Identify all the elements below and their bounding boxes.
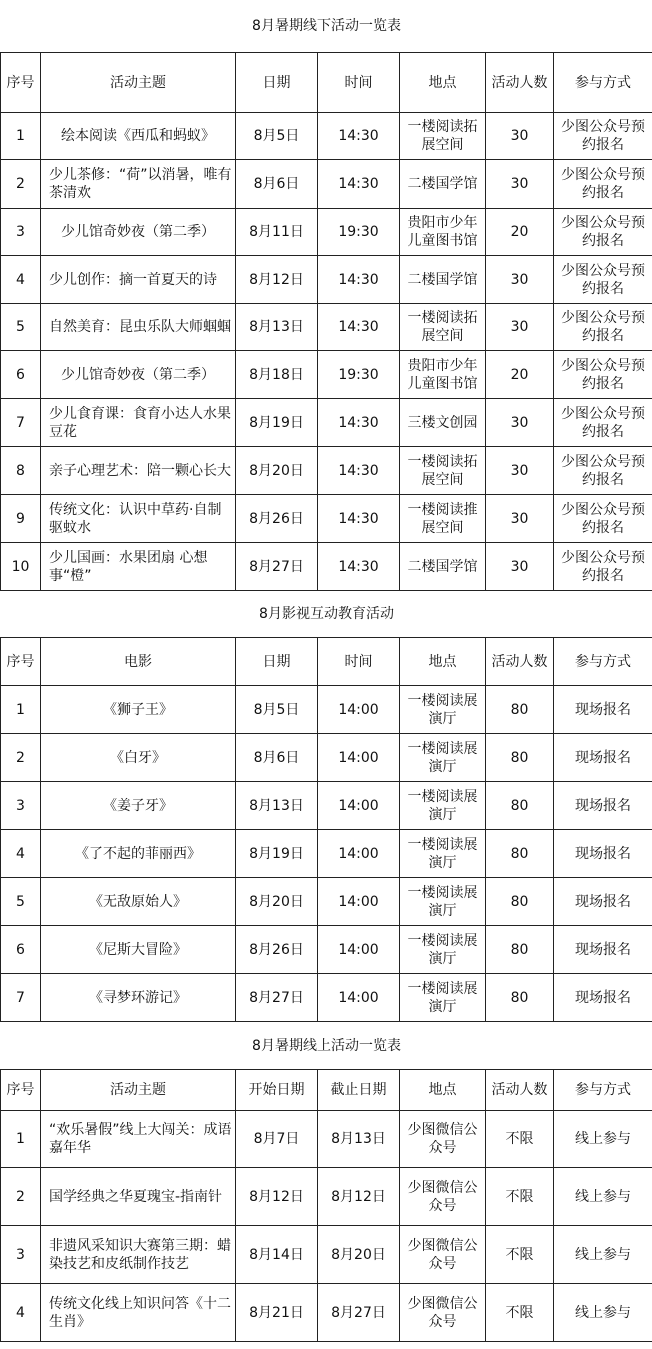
table1-cell: 30: [486, 304, 554, 351]
table1-cell: 20: [486, 351, 554, 399]
table3-cell: “欢乐暑假”线上大闯关：成语嘉年华: [41, 1111, 236, 1168]
table3-cell: 传统文化线上知识问答《十二生肖》: [41, 1284, 236, 1342]
table2-cell: 80: [486, 782, 554, 830]
table2-header-cell: 电影: [41, 638, 236, 686]
table3-cell: 8月14日: [236, 1226, 318, 1284]
table1-cell: 少图公众号预约报名: [554, 399, 652, 447]
table1-cell: 19:30: [318, 351, 400, 399]
table2-cell: 3: [1, 782, 41, 830]
table2-cell: 一楼阅读展演厅: [400, 782, 486, 830]
table2-cell: 80: [486, 974, 554, 1022]
table1-cell: 8月6日: [236, 160, 318, 209]
table1-cell: 少图公众号预约报名: [554, 447, 652, 495]
table3-cell: 线上参与: [554, 1284, 652, 1342]
table1-cell: 8月19日: [236, 399, 318, 447]
table3-row: [1, 1226, 652, 1284]
table1-cell: 14:30: [318, 495, 400, 543]
table3-header-cell: 参与方式: [554, 1070, 652, 1111]
table1-cell: 少儿国画：水果团扇 心想事“橙”: [41, 543, 236, 591]
table1-cell: 14:30: [318, 543, 400, 591]
table2-header-cell: 日期: [236, 638, 318, 686]
table2-cell: 8月5日: [236, 686, 318, 734]
table2-cell: 现场报名: [554, 830, 652, 878]
table2-cell: 80: [486, 830, 554, 878]
table1-row: [1, 304, 652, 351]
table1-cell: 少儿创作：摘一首夏天的诗: [41, 256, 236, 304]
table2-cell: 8月19日: [236, 830, 318, 878]
table1-row: [1, 113, 652, 160]
table1-cell: 8月27日: [236, 543, 318, 591]
table3-header-cell: 活动人数: [486, 1070, 554, 1111]
table1-cell: 8月13日: [236, 304, 318, 351]
table2-cell: 14:00: [318, 686, 400, 734]
table2-cell: 6: [1, 926, 41, 974]
table1-cell: 三楼文创园: [400, 399, 486, 447]
table1-header-cell: 活动人数: [486, 53, 554, 113]
table1-row: [1, 351, 652, 399]
table3-cell: 8月20日: [318, 1226, 400, 1284]
table1-cell: 30: [486, 160, 554, 209]
table1-cell: 8月5日: [236, 113, 318, 160]
table2-cell: 现场报名: [554, 782, 652, 830]
table2-cell: 《姜子牙》: [41, 782, 236, 830]
table1-cell: 少图公众号预约报名: [554, 304, 652, 351]
table1-row: [1, 447, 652, 495]
table2-cell: 一楼阅读展演厅: [400, 830, 486, 878]
table1-row: [1, 543, 652, 591]
table1-cell: 8: [1, 447, 41, 495]
table1-row: [1, 256, 652, 304]
table1-cell: 30: [486, 256, 554, 304]
table2-cell: 1: [1, 686, 41, 734]
table3-header-cell: 活动主题: [41, 1070, 236, 1111]
table1-cell: 14:30: [318, 160, 400, 209]
table1-cell: 30: [486, 113, 554, 160]
table1-cell: 8月26日: [236, 495, 318, 543]
table1-cell: 少儿茶修：“荷”以消暑，唯有茶清欢: [41, 160, 236, 209]
table2-cell: 一楼阅读展演厅: [400, 686, 486, 734]
table2-cell: 5: [1, 878, 41, 926]
table2-cell: 14:00: [318, 926, 400, 974]
table1-cell: 8月11日: [236, 209, 318, 256]
table2-cell: 现场报名: [554, 878, 652, 926]
table3-cell: 4: [1, 1284, 41, 1342]
table2-row: [1, 686, 652, 734]
table3-cell: 非遗风采知识大赛第三期：蜡染技艺和皮纸制作技艺: [41, 1226, 236, 1284]
table1-cell: 14:30: [318, 304, 400, 351]
table1-cell: 亲子心理艺术：陪一颗心长大: [41, 447, 236, 495]
table2-cell: 14:00: [318, 782, 400, 830]
table1-row: [1, 495, 652, 543]
table1-row: [1, 160, 652, 209]
table1-cell: 8月12日: [236, 256, 318, 304]
table1-cell: 14:30: [318, 113, 400, 160]
table1-cell: 5: [1, 304, 41, 351]
table1-cell: 8月20日: [236, 447, 318, 495]
table3-row: [1, 1284, 652, 1342]
table2-header-cell: 地点: [400, 638, 486, 686]
table1-cell: 4: [1, 256, 41, 304]
table3-cell: 1: [1, 1111, 41, 1168]
table3-cell: 2: [1, 1168, 41, 1226]
table2-cell: 8月27日: [236, 974, 318, 1022]
table1-cell: 少图公众号预约报名: [554, 543, 652, 591]
table2-row: [1, 878, 652, 926]
table2-cell: 14:00: [318, 974, 400, 1022]
table2-cell: 一楼阅读展演厅: [400, 878, 486, 926]
table3-cell: 8月21日: [236, 1284, 318, 1342]
table3-cell: 不限: [486, 1284, 554, 1342]
table2-cell: 《无敌原始人》: [41, 878, 236, 926]
table1-cell: 贵阳市少年儿童图书馆: [400, 209, 486, 256]
table2-cell: 《了不起的菲丽西》: [41, 830, 236, 878]
table1-header-cell: 日期: [236, 53, 318, 113]
table1-header-cell: 序号: [1, 53, 41, 113]
table1-cell: 少图公众号预约报名: [554, 495, 652, 543]
table2-header-cell: 序号: [1, 638, 41, 686]
table1-cell: 贵阳市少年儿童图书馆: [400, 351, 486, 399]
table1-cell: 3: [1, 209, 41, 256]
table2-cell: 14:00: [318, 830, 400, 878]
table1-cell: 14:30: [318, 447, 400, 495]
table2-header-cell: 参与方式: [554, 638, 652, 686]
table1-cell: 19:30: [318, 209, 400, 256]
table3-cell: 少图微信公众号: [400, 1111, 486, 1168]
table2-cell: 一楼阅读展演厅: [400, 974, 486, 1022]
table1-cell: 7: [1, 399, 41, 447]
table1-cell: 9: [1, 495, 41, 543]
table2-cell: 80: [486, 878, 554, 926]
table1-cell: 传统文化：认识中草药·自制驱蚊水: [41, 495, 236, 543]
table1-cell: 少儿馆奇妙夜（第二季）: [41, 209, 236, 256]
table2-row: [1, 782, 652, 830]
table2-header-cell: 活动人数: [486, 638, 554, 686]
table1-cell: 少儿食育课：食育小达人水果豆花: [41, 399, 236, 447]
table3-cell: 少图微信公众号: [400, 1226, 486, 1284]
table1-cell: 14:30: [318, 256, 400, 304]
table2-cell: 《寻梦环游记》: [41, 974, 236, 1022]
table1-cell: 30: [486, 447, 554, 495]
table1-cell: 二楼国学馆: [400, 160, 486, 209]
table2-cell: 《尼斯大冒险》: [41, 926, 236, 974]
table1-row: [1, 399, 652, 447]
table3-header-cell: 开始日期: [236, 1070, 318, 1111]
table2-row: [1, 974, 652, 1022]
table3-cell: 8月12日: [318, 1168, 400, 1226]
table2-cell: 现场报名: [554, 734, 652, 782]
table3-cell: 少图微信公众号: [400, 1284, 486, 1342]
table1-cell: 一楼阅读拓展空间: [400, 447, 486, 495]
table3-cell: 少图微信公众号: [400, 1168, 486, 1226]
table1-header-cell: 参与方式: [554, 53, 652, 113]
table3-cell: 不限: [486, 1168, 554, 1226]
table2-cell: 8月20日: [236, 878, 318, 926]
table3-cell: 线上参与: [554, 1226, 652, 1284]
table2-cell: 7: [1, 974, 41, 1022]
table3-row: [1, 1168, 652, 1226]
table1-cell: 30: [486, 399, 554, 447]
table1-cell: 二楼国学馆: [400, 543, 486, 591]
table1-cell: 绘本阅读《西瓜和蚂蚁》: [41, 113, 236, 160]
table1-header-cell: 时间: [318, 53, 400, 113]
table1-header-cell: 活动主题: [41, 53, 236, 113]
table2-cell: 一楼阅读展演厅: [400, 926, 486, 974]
table3-cell: 8月12日: [236, 1168, 318, 1226]
table1-cell: 二楼国学馆: [400, 256, 486, 304]
table2-row: [1, 734, 652, 782]
table1-cell: 8月18日: [236, 351, 318, 399]
table2-cell: 8月26日: [236, 926, 318, 974]
table1-row: [1, 209, 652, 256]
table2-cell: 《白牙》: [41, 734, 236, 782]
table1-cell: 20: [486, 209, 554, 256]
table1-cell: 1: [1, 113, 41, 160]
table3-cell: 不限: [486, 1111, 554, 1168]
table1-header-cell: 地点: [400, 53, 486, 113]
table1-cell: 2: [1, 160, 41, 209]
table1-cell: 一楼阅读推展空间: [400, 495, 486, 543]
table2-cell: 8月13日: [236, 782, 318, 830]
table2-cell: 一楼阅读展演厅: [400, 734, 486, 782]
table3-header-cell: 序号: [1, 1070, 41, 1111]
table1-cell: 30: [486, 495, 554, 543]
table2-cell: 《狮子王》: [41, 686, 236, 734]
table1-cell: 一楼阅读拓展空间: [400, 304, 486, 351]
table2-header-cell: 时间: [318, 638, 400, 686]
table3-cell: 不限: [486, 1226, 554, 1284]
table1-cell: 少图公众号预约报名: [554, 256, 652, 304]
table1-cell: 少图公众号预约报名: [554, 351, 652, 399]
table2-cell: 80: [486, 926, 554, 974]
table3-row: [1, 1111, 652, 1168]
table2-cell: 80: [486, 686, 554, 734]
table3-cell: 8月13日: [318, 1111, 400, 1168]
table2-cell: 80: [486, 734, 554, 782]
table2-row: [1, 926, 652, 974]
table3-cell: 线上参与: [554, 1111, 652, 1168]
table3-cell: 国学经典之华夏瑰宝-指南针: [41, 1168, 236, 1226]
table2-cell: 2: [1, 734, 41, 782]
table1-cell: 少图公众号预约报名: [554, 209, 652, 256]
table3-cell: 8月27日: [318, 1284, 400, 1342]
table1-cell: 少图公众号预约报名: [554, 160, 652, 209]
table3-cell: 8月7日: [236, 1111, 318, 1168]
table2-cell: 8月6日: [236, 734, 318, 782]
table2-cell: 现场报名: [554, 974, 652, 1022]
table2-cell: 现场报名: [554, 926, 652, 974]
table1-cell: 10: [1, 543, 41, 591]
table3-title: 8月暑期线上活动一览表: [252, 1037, 401, 1054]
table1-cell: 少图公众号预约报名: [554, 113, 652, 160]
table2-cell: 现场报名: [554, 686, 652, 734]
table1-cell: 一楼阅读拓展空间: [400, 113, 486, 160]
table2-cell: 14:00: [318, 734, 400, 782]
table2-cell: 14:00: [318, 878, 400, 926]
table2-title: 8月影视互动教育活动: [259, 606, 394, 622]
table3-cell: 3: [1, 1226, 41, 1284]
table1-title: 8月暑期线下活动一览表: [252, 18, 401, 34]
table1-cell: 14:30: [318, 399, 400, 447]
table3-header-cell: 地点: [400, 1070, 486, 1111]
table2-cell: 4: [1, 830, 41, 878]
table2-row: [1, 830, 652, 878]
table1-cell: 30: [486, 543, 554, 591]
table3-header-cell: 截止日期: [318, 1070, 400, 1111]
table1-cell: 少儿馆奇妙夜（第二季）: [41, 351, 236, 399]
table1-cell: 6: [1, 351, 41, 399]
table1-cell: 自然美育：昆虫乐队大师蝈蝈: [41, 304, 236, 351]
table3-cell: 线上参与: [554, 1168, 652, 1226]
